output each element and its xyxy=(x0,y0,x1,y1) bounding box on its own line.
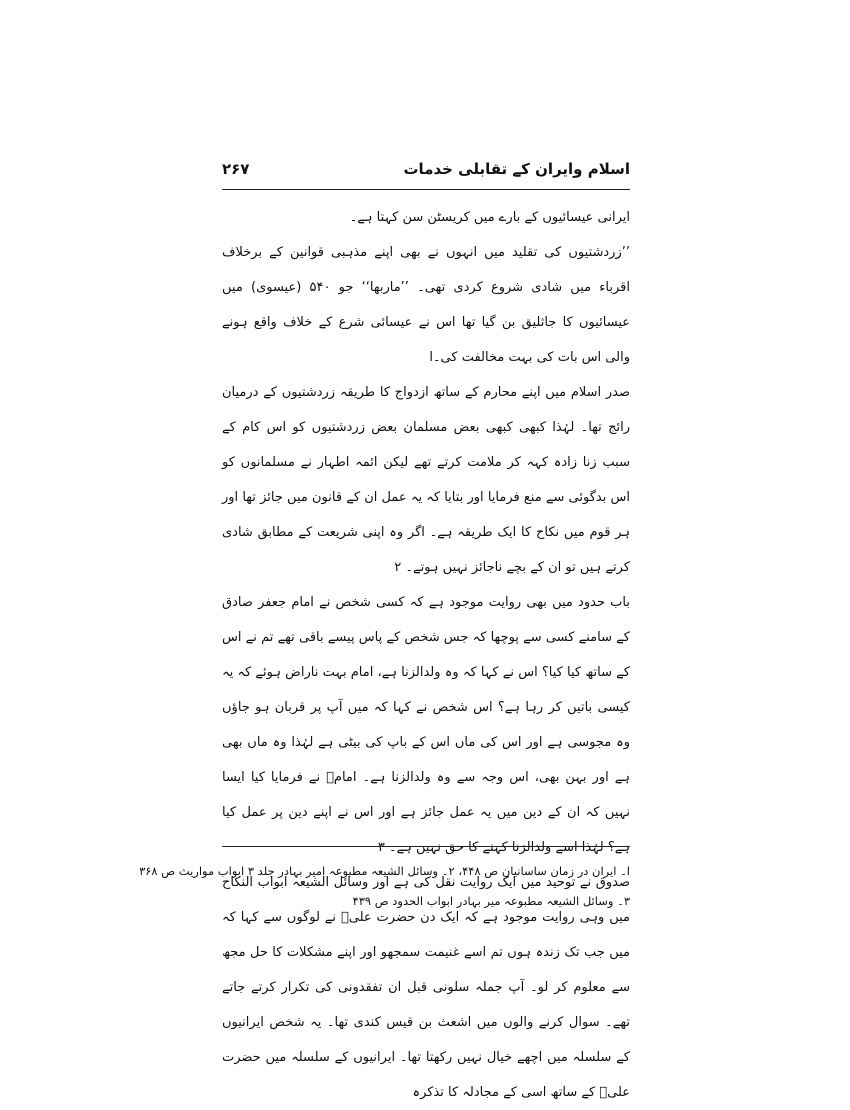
paragraph-1: ایرانی عیسائیوں کے بارے میں کریسٹن سن کہتا ہے۔ xyxy=(349,210,630,225)
paragraph-5: صدوق نے توحید میں ایک روایت نقل کی ہے اور وسائل الشیعہ ابواب النکاح میں وہی روایت موجود ہے کہ ایک دن حضرت علیؑ نے لوگوں سے کہا کہ میں جب تک زندہ ہوں تم اسے غنیمت سمجھو اور اپنے مشکلات کا حل مجھ سے معلوم کر لو۔ آپ جملہ سلونی قبل ان تفقدونی کی تکرار کرتے جاتے تھے۔ سوال کرنے والوں میں اشعث بن قیس کندی تھا۔ یہ شخص ایرانیوں کے سلسلہ میں اچھے خیال نہیں رکھتا تھا۔ ایرانیوں کے سلسلہ میں حضرت علیؑ کے ساتھ اسی کے مجادلہ کا تذکرہ xyxy=(222,875,630,1100)
footnote-2: ۳۔ وسائل الشیعہ مطبوعہ میر بہادر ابواب الحدود ص ۴۳۹ xyxy=(352,894,630,908)
paragraph-3: صدر اسلام میں اپنے محارم کے ساتھ ازدواج کا طریقہ زردشتیوں کے درمیان رائج تھا۔ لہٰذا کبھی کبھی بعض مسلمان بعض زردشتیوں کو اس کام کے سبب زنا زادہ کہہ کر ملامت کرتے تھے لیکن ائمہ اطہار نے مسلمانوں کو اس بدگوئی سے منع فرمایا اور بتایا کہ یہ عمل ان کے قانون میں جائز تھا اور ہر قوم میں نکاح کا ایک طریقہ ہے۔ اگر وہ اپنی شریعت کے مطابق شادی کرتے ہیں تو ان کے بچے ناجائز نہیں ہوتے۔ ۲ xyxy=(222,385,630,575)
header-divider xyxy=(222,189,630,190)
footnote-divider xyxy=(222,846,630,847)
paragraph-2: ’’زردشتیوں کی تقلید میں انہوں نے بھی اپنے مذہبی قوانین کے برخلاف اقرباء میں شادی شروع کردی تھی۔ ’’ماربھا‘‘ جو ۵۴۰ (عیسوی) میں عیسائیوں کا جاثلیق بن گیا تھا اس نے عیسائی شرع کے خلاف واقع ہونے والی اس بات کی بہت مخالفت کی۔ا xyxy=(222,245,630,365)
footnote-1: ا۔ ایران در زمان ساسانیان ص ۴۴۸، ۲۔ وسائل الشیعہ مطبوعہ امیر بہادر جلد ۳ ابواب مواریث ص ۳۶۸ xyxy=(139,864,630,878)
page-number: ۲۶۷ xyxy=(222,160,250,178)
body-text xyxy=(139,200,630,1110)
running-title: اسلام وایران کے تقابلی خدمات xyxy=(403,160,630,178)
paragraph-4: باب حدود میں بھی روایت موجود ہے کہ کسی شخص نے امام جعفر صادق کے سامنے کسی سے پوچھا کہ جس شخص کے پاس پیسے باقی تھے تم نے اس کے ساتھ کیا کیا؟ اس نے کہا کہ وہ ولدالزنا ہے، امام بہت ناراض ہوئے کہ یہ کیسی باتیں کر رہا ہے؟ اس شخص نے کہا کہ میں آپ پر قربان ہو جاؤں وہ مجوسی ہے اور اس کی ماں اس کے باپ کی بیٹی ہے لہٰذا وہ ماں بھی ہے اور بہن بھی، اس وجہ سے وہ ولدالزنا ہے۔ امامؑ نے فرمایا کیا ایسا نہیں کہ ان کے دین میں یہ عمل جائز ہے اور اس نے اپنے دین پر عمل کیا ہے؟ لہٰذا اسے ولدالزنا کہنے کا حق نہیں ہے۔ ۳ xyxy=(222,595,630,855)
footnotes xyxy=(139,856,630,916)
page-header xyxy=(222,158,630,188)
